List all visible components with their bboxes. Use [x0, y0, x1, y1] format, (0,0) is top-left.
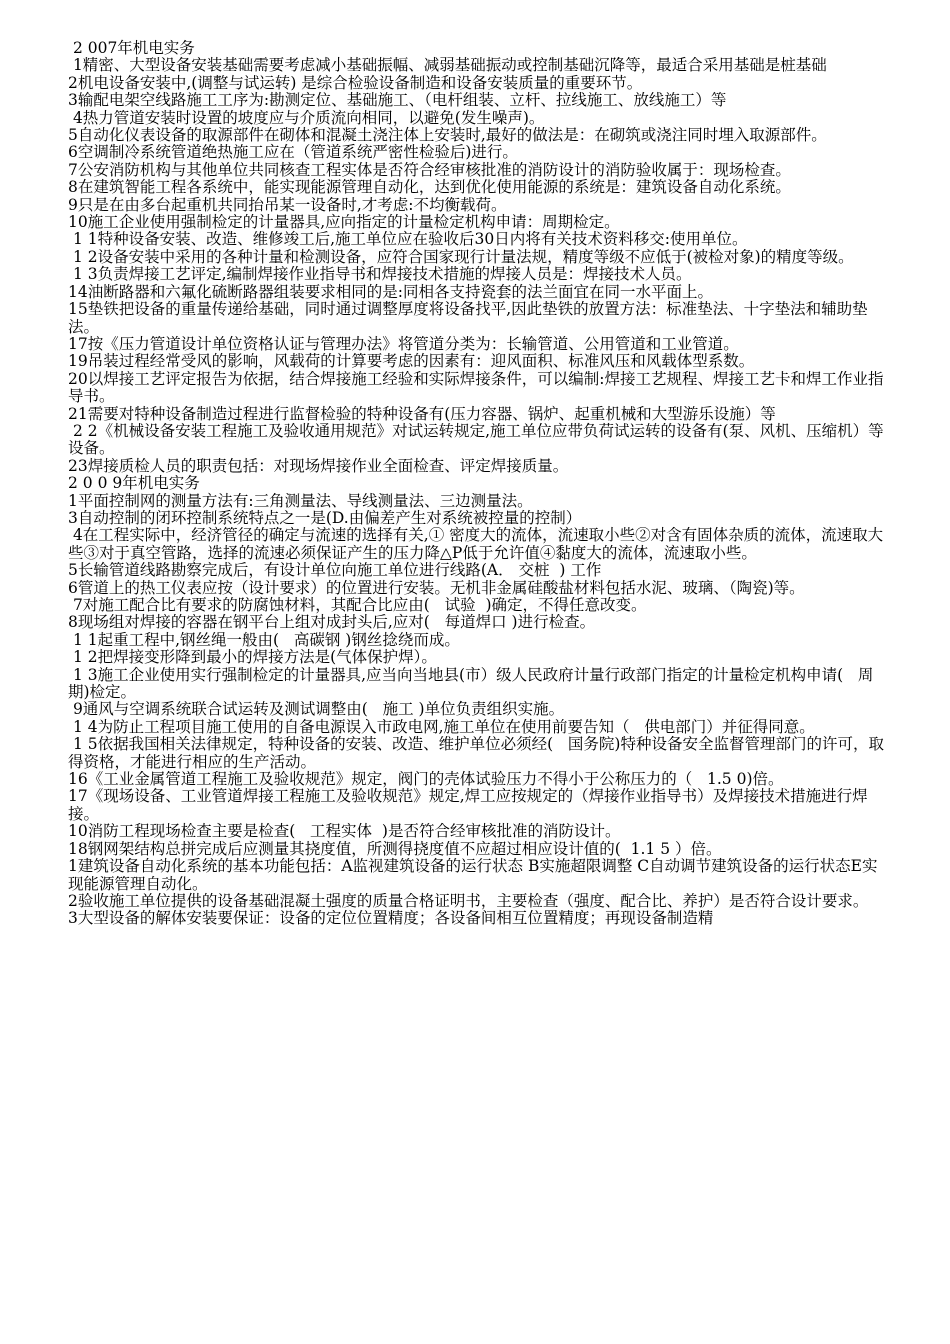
question-item: 9只是在由多台起重机共同抬吊某一设备时,才考虑:不均衡载荷。: [68, 195, 507, 214]
question-item: 19吊装过程经常受风的影响，风载荷的计算要考虑的因素有：迎风面积、标准风压和风载体型系数。: [68, 352, 755, 371]
question-item: 1精密、大型设备安装基础需要考虑减小基础振幅、减弱基础振动或控制基础沉降等，最适合采用基础是桩基础: [68, 56, 827, 75]
question-item: 18钢网架结构总拼完成后应测量其挠度值，所测得挠度值不应超过相应设计值的( 1.1 5 ）倍。: [68, 839, 722, 858]
question-item: 7对施工配合比有要求的防腐蚀材料，其配合比应由( 试验 )确定，不得任意改变。: [68, 596, 647, 614]
question-item: 14油断路器和六氟化硫断路器组装要求相同的是:同相各支持瓷套的法兰面宜在同一水平面上。: [68, 282, 713, 301]
question-item: 2机电设备安装中,(调整与试运转) 是综合检验设备制造和设备安装质量的重要环节。: [68, 73, 643, 92]
question-item: 5自动化仪表设备的取源部件在砌体和混凝土浇注体上安装时,最好的做法是：在砌筑或浇注同时埋入取源部件。: [68, 126, 827, 145]
question-item: 1建筑设备自动化系统的基本功能包括：A监视建筑设备的运行状态 B实施超限调整 C自动调节建筑设备的运行状态E实现能源管理自动化。: [68, 857, 878, 893]
question-item: 6空调制冷系统管道绝热施工应在（管道系统严密性检验后)进行。: [68, 143, 518, 162]
question-item: 2验收施工单位提供的设备基础混凝土强度的质量合格证明书，主要检查（强度、配合比、养护）是否符合设计要求。: [68, 891, 869, 910]
question-item: 10消防工程现场检查主要是检查( 工程实体 )是否符合经审核批准的消防设计。: [68, 822, 621, 841]
question-item: 1 1起重工程中,钢丝绳一般由( 高碳钢 )钢丝捻绕而成。: [68, 630, 460, 649]
question-item: 1平面控制网的测量方法有:三角测量法、导线测量法、三边测量法。: [68, 491, 533, 510]
question-item: 1 1特种设备安装、改造、维修竣工后,施工单位应在验收后30日内将有关技术资料移交:使用单位。: [68, 230, 748, 249]
question-item: 8现场组对焊接的容器在钢平台上组对成封头后,应对( 每道焊口 )进行检查。: [68, 613, 596, 632]
question-item: 6管道上的热工仪表应按（设计要求）的位置进行安装。无机非金属硅酸盐材料包括水泥、玻璃、（陶瓷)等。: [68, 578, 805, 597]
question-item: 7公安消防机构与其他单位共同核查工程实体是否符合经审核批准的消防设计的消防验收属于：现场检查。: [68, 160, 791, 179]
question-item: 1 3负责焊接工艺评定,编制焊接作业指导书和焊接技术措施的焊接人员是：焊接技术人员。: [68, 265, 692, 284]
question-item: 1 5依据我国相关法律规定，特种设备的安装、改造、维护单位必须经( 国务院)特种设备安全监督管理部门的许可，取得资格，才能进行相应的生产活动。: [68, 735, 884, 771]
question-item: 5长输管道线路勘察完成后，有设计单位向施工单位进行线路(A． 交桩 ) 工作: [68, 561, 602, 580]
question-item: 8在建筑智能工程各系统中，能实现能源管理自动化，达到优化使用能源的系统是：建筑设备自动化系统。: [68, 178, 791, 197]
question-item: 21需要对特种设备制造过程进行监督检验的特种设备有(压力容器、锅炉、起重机械和大型游乐设施）等: [68, 404, 776, 423]
section-heading-2009: 2 0 0 9年机电实务: [68, 474, 200, 493]
question-item: 23焊接质检人员的职责包括：对现场焊接作业全面检查、评定焊接质量。: [68, 456, 569, 475]
question-item: 17按《压力管道设计单位资格认证与管理办法》将管道分类为：长输管道、公用管道和工业管道。: [68, 334, 739, 353]
question-item: 3输配电架空线路施工工序为:勘测定位、基础施工、（电杆组装、立杆、拉线施工、放线施工）等: [68, 91, 727, 110]
question-item: 16《工业金属管道工程施工及验收规范》规定，阀门的壳体试验压力不得小于公称压力的（ 1.5 0)倍。: [68, 770, 784, 789]
question-item: 1 3施工企业使用实行强制检定的计量器具,应当向当地县(市）级人民政府计量行政部门指定的计量检定机构申请( 周期)检定。: [68, 665, 874, 702]
question-item: 1 2把焊接变形降到最小的焊接方法是(气体保护焊）。: [68, 648, 437, 667]
question-item: 3自动控制的闭环控制系统特点之一是(D.由偏差产生对系统被控量的控制）: [68, 508, 582, 527]
question-item: 15垫铁把设备的重量传递给基础，同时通过调整厚度将设备找平,因此垫铁的放置方法：标准垫法、十字垫法和辅助垫法。: [68, 300, 868, 336]
question-item: 9通风与空调系统联合试运转及测试调整由( 施工 )单位负责组织实施。: [68, 700, 565, 719]
question-item: 17《现场设备、工业管道焊接工程施工及验收规范》规定,焊工应按规定的（焊接作业指导书）及焊接技术措施进行焊接。: [68, 787, 868, 823]
question-item: 20以焊接工艺评定报告为依据，结合焊接施工经验和实际焊接条件，可以编制:焊接工艺规程、焊接工艺卡和焊工作业指导书。: [68, 369, 884, 406]
question-item: 4热力管道安装时设置的坡度应与介质流向相同，以避免(发生噪声)。: [68, 108, 545, 127]
section-heading-2007: 2 007年机电实务: [68, 39, 195, 57]
question-item: 10施工企业使用强制检定的计量器具,应向指定的计量检定机构申请：周期检定。: [68, 213, 620, 232]
question-item: 4在工程实际中，经济管径的确定与流速的选择有关,① 密度大的流体，流速取小些②对含有固体杂质的流体，流速取大些③对于真空管路，选择的流速必须保证产生的压力降△P低于允许值④黏度大的流体，流速取小些。: [68, 526, 884, 562]
question-item: 1 2设备安装中采用的各种计量和检测设备，应符合国家现行计量法规，精度等级不应低于(被检对象)的精度等级。: [68, 247, 854, 266]
document-page: [68, 40, 888, 928]
question-item: 1 4为防止工程项目施工使用的自备电源误入市政电网,施工单位在使用前要告知（ 供电部门）并征得同意。: [68, 717, 815, 736]
question-item: 3大型设备的解体安装要保证：设备的定位位置精度；各设备间相互位置精度；再现设备制造精: [68, 909, 714, 928]
question-item: 2 2《机械设备安装工程施工及验收通用规范》对试运转规定,施工单位应带负荷试运转的设备有(泵、风机、压缩机）等设备。: [68, 421, 884, 458]
